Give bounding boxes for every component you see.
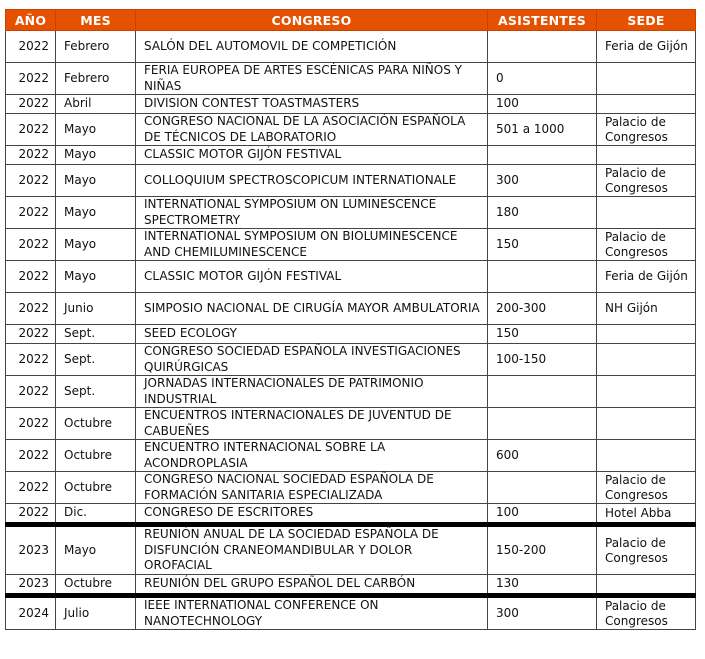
cell-congress: SEED ECOLOGY xyxy=(136,325,488,344)
table-row xyxy=(6,596,696,630)
header-year: AÑO xyxy=(6,10,56,31)
cell-venue xyxy=(597,440,696,472)
cell-month: Mayo xyxy=(56,114,136,146)
cell-attendees xyxy=(488,376,597,408)
congress-table xyxy=(5,9,696,630)
cell-venue xyxy=(597,95,696,114)
cell-venue xyxy=(597,575,696,596)
cell-venue: Palacio de Congresos xyxy=(597,165,696,197)
cell-congress: SALÓN DEL AUTOMOVIL DE COMPETICIÓN xyxy=(136,31,488,63)
cell-congress: CONGRESO NACIONAL DE LA ASOCIACIÓN ESPAÑOLA DE TÉCNICOS DE LABORATORIO xyxy=(136,114,488,146)
cell-month: Mayo xyxy=(56,146,136,165)
cell-year: 2022 xyxy=(6,325,56,344)
cell-attendees xyxy=(488,31,597,63)
table-row xyxy=(6,114,696,146)
cell-month: Octubre xyxy=(56,408,136,440)
cell-year: 2022 xyxy=(6,293,56,325)
cell-month: Mayo xyxy=(56,525,136,575)
table-row xyxy=(6,575,696,596)
cell-congress: JORNADAS INTERNACIONALES DE PATRIMONIO INDUSTRIAL xyxy=(136,376,488,408)
table-row xyxy=(6,504,696,525)
cell-year: 2022 xyxy=(6,229,56,261)
table-row xyxy=(6,197,696,229)
congress-table-container xyxy=(5,9,695,630)
cell-attendees xyxy=(488,472,597,504)
table-row xyxy=(6,408,696,440)
table-row xyxy=(6,261,696,293)
cell-year: 2022 xyxy=(6,344,56,376)
cell-attendees: 150 xyxy=(488,325,597,344)
cell-year: 2022 xyxy=(6,472,56,504)
cell-year: 2022 xyxy=(6,504,56,525)
cell-year: 2022 xyxy=(6,31,56,63)
cell-attendees: 300 xyxy=(488,596,597,630)
cell-congress: CONGRESO DE ESCRITORES xyxy=(136,504,488,525)
cell-month: Febrero xyxy=(56,31,136,63)
cell-year: 2023 xyxy=(6,575,56,596)
cell-congress: ENCUENTRO INTERNACIONAL SOBRE LA ACONDROPLASIA xyxy=(136,440,488,472)
cell-month: Mayo xyxy=(56,261,136,293)
cell-month: Sept. xyxy=(56,325,136,344)
cell-year: 2022 xyxy=(6,197,56,229)
cell-venue xyxy=(597,344,696,376)
cell-attendees: 180 xyxy=(488,197,597,229)
table-row xyxy=(6,63,696,95)
cell-attendees xyxy=(488,408,597,440)
table-row xyxy=(6,376,696,408)
cell-venue: Palacio de Congresos xyxy=(597,114,696,146)
cell-month: Sept. xyxy=(56,344,136,376)
cell-attendees: 100 xyxy=(488,504,597,525)
cell-year: 2022 xyxy=(6,261,56,293)
cell-year: 2023 xyxy=(6,525,56,575)
table-row xyxy=(6,229,696,261)
cell-month: Abril xyxy=(56,95,136,114)
cell-attendees: 501 a 1000 xyxy=(488,114,597,146)
cell-congress: COLLOQUIUM SPECTROSCOPICUM INTERNATIONALE xyxy=(136,165,488,197)
cell-attendees: 600 xyxy=(488,440,597,472)
cell-congress: INTERNATIONAL SYMPOSIUM ON LUMINESCENCE SPECTROMETRY xyxy=(136,197,488,229)
table-header-row xyxy=(6,10,696,31)
cell-venue: NH Gijón xyxy=(597,293,696,325)
cell-venue xyxy=(597,63,696,95)
cell-congress: REUNIÓN DEL GRUPO ESPAÑOL DEL CARBÓN xyxy=(136,575,488,596)
cell-year: 2022 xyxy=(6,63,56,95)
cell-month: Mayo xyxy=(56,229,136,261)
cell-congress: CONGRESO NACIONAL SOCIEDAD ESPAÑOLA DE FORMACIÓN SANITARIA ESPECIALIZADA xyxy=(136,472,488,504)
cell-congress: CLASSIC MOTOR GIJÓN FESTIVAL xyxy=(136,146,488,165)
cell-attendees: 150 xyxy=(488,229,597,261)
cell-year: 2024 xyxy=(6,596,56,630)
table-row xyxy=(6,525,696,575)
cell-attendees: 130 xyxy=(488,575,597,596)
table-row xyxy=(6,95,696,114)
table-row xyxy=(6,440,696,472)
table-row xyxy=(6,472,696,504)
cell-month: Octubre xyxy=(56,472,136,504)
cell-year: 2022 xyxy=(6,408,56,440)
header-congress: CONGRESO xyxy=(136,10,488,31)
cell-congress: SIMPOSIO NACIONAL DE CIRUGÍA MAYOR AMBULATORIA xyxy=(136,293,488,325)
cell-venue: Palacio de Congresos xyxy=(597,229,696,261)
table-row xyxy=(6,344,696,376)
cell-attendees xyxy=(488,261,597,293)
cell-congress: CLASSIC MOTOR GIJÓN FESTIVAL xyxy=(136,261,488,293)
cell-venue xyxy=(597,197,696,229)
cell-year: 2022 xyxy=(6,95,56,114)
cell-attendees: 150-200 xyxy=(488,525,597,575)
cell-congress: CONGRESO SOCIEDAD ESPAÑOLA INVESTIGACIONES QUIRÚRGICAS xyxy=(136,344,488,376)
cell-year: 2022 xyxy=(6,376,56,408)
table-row xyxy=(6,325,696,344)
table-row xyxy=(6,146,696,165)
cell-month: Octubre xyxy=(56,440,136,472)
cell-venue: Palacio de Congresos xyxy=(597,525,696,575)
table-row xyxy=(6,293,696,325)
cell-attendees: 100 xyxy=(488,95,597,114)
header-attendees: ASISTENTES xyxy=(488,10,597,31)
cell-venue: Feria de Gijón xyxy=(597,31,696,63)
cell-venue: Feria de Gijón xyxy=(597,261,696,293)
cell-venue: Palacio de Congresos xyxy=(597,596,696,630)
cell-month: Mayo xyxy=(56,165,136,197)
header-month: MES xyxy=(56,10,136,31)
cell-venue: Hotel Abba xyxy=(597,504,696,525)
cell-attendees: 200-300 xyxy=(488,293,597,325)
table-row xyxy=(6,165,696,197)
cell-congress: INTERNATIONAL SYMPOSIUM ON BIOLUMINESCENCE AND CHEMILUMINESCENCE xyxy=(136,229,488,261)
table-row xyxy=(6,31,696,63)
cell-venue xyxy=(597,146,696,165)
cell-venue xyxy=(597,325,696,344)
cell-month: Octubre xyxy=(56,575,136,596)
cell-year: 2022 xyxy=(6,146,56,165)
cell-attendees xyxy=(488,146,597,165)
cell-month: Julio xyxy=(56,596,136,630)
cell-venue xyxy=(597,408,696,440)
cell-congress: DIVISION CONTEST TOASTMASTERS xyxy=(136,95,488,114)
cell-congress: REUNIÓN ANUAL DE LA SOCIEDAD ESPAÑOLA DE DISFUNCIÓN CRANEOMANDIBULAR Y DOLOR OROFACIAL xyxy=(136,525,488,575)
cell-month: Sept. xyxy=(56,376,136,408)
cell-attendees: 100-150 xyxy=(488,344,597,376)
cell-month: Dic. xyxy=(56,504,136,525)
cell-year: 2022 xyxy=(6,114,56,146)
cell-attendees: 300 xyxy=(488,165,597,197)
cell-attendees: 0 xyxy=(488,63,597,95)
cell-congress: IEEE INTERNATIONAL CONFERENCE ON NANOTECHNOLOGY xyxy=(136,596,488,630)
cell-month: Junio xyxy=(56,293,136,325)
cell-year: 2022 xyxy=(6,440,56,472)
header-venue: SEDE xyxy=(597,10,696,31)
cell-congress: ENCUENTROS INTERNACIONALES DE JUVENTUD DE CABUEÑES xyxy=(136,408,488,440)
cell-venue xyxy=(597,376,696,408)
cell-year: 2022 xyxy=(6,165,56,197)
cell-venue: Palacio de Congresos xyxy=(597,472,696,504)
cell-congress: FERIA EUROPEA DE ARTES ESCÉNICAS PARA NIÑOS Y NIÑAS xyxy=(136,63,488,95)
cell-month: Mayo xyxy=(56,197,136,229)
cell-month: Febrero xyxy=(56,63,136,95)
